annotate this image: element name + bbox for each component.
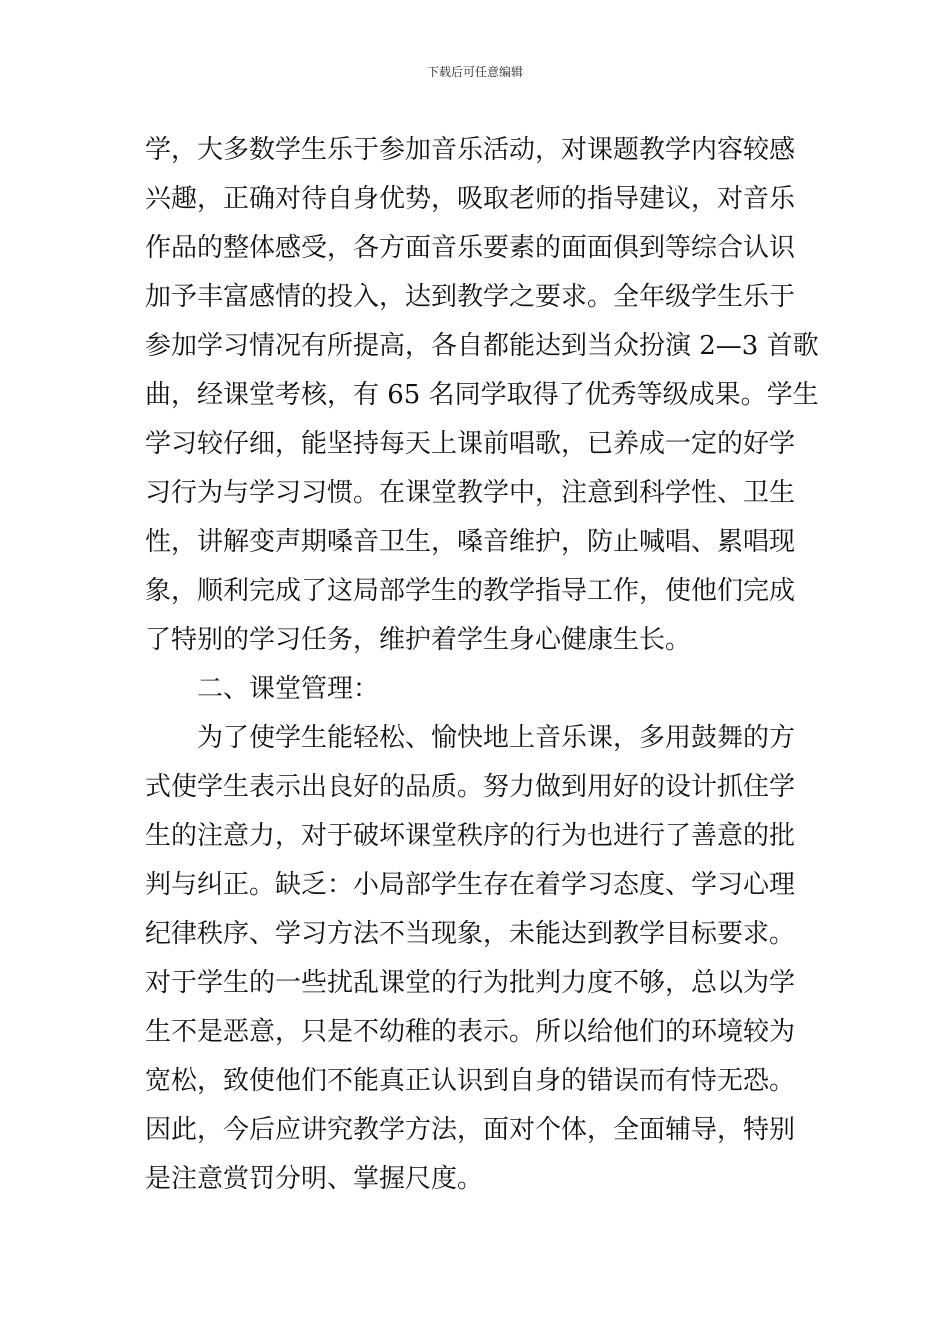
text-line: 参加学习情况有所提高，各自都能达到当众扮演 2—3 首歌: [145, 331, 819, 361]
text-line: 作品的整体感受，各方面音乐要素的面面俱到等综合认识: [145, 233, 796, 263]
section-heading: [145, 665, 807, 714]
text-line: 是注意赏罚分明、掌握尺度。: [145, 1164, 484, 1194]
text-line: 判与纠正。缺乏：小局部学生存在着学习态度、学习心理: [145, 870, 796, 900]
text-line: 加予丰富感情的投入，达到教学之要求。全年级学生乐于: [145, 282, 796, 312]
text-line: 象，顺利完成了这局部学生的教学指导工作，使他们完成: [145, 576, 796, 606]
text-line: 对于学生的一些扰乱课堂的行为批判力度不够，总以为学: [145, 968, 796, 998]
document-body: [145, 126, 819, 1204]
text-line: 习行为与学习习惯。在课堂教学中，注意到科学性、卫生: [145, 478, 796, 508]
text-line: 兴趣，正确对待自身优势，吸取老师的指导建议，对音乐: [145, 184, 796, 214]
text-line: 式使学生表示出良好的品质。努力做到用好的设计抓住学: [145, 772, 796, 802]
text-line: 宽松，致使他们不能真正认识到自身的错误而有恃无恐。: [145, 1066, 796, 1096]
paragraph-classroom-management: [145, 714, 807, 1204]
page-header: 下载后可任意编辑: [426, 65, 523, 79]
text-line: 学，大多数学生乐于参加音乐活动，对课题教学内容较感: [145, 135, 796, 165]
text-line: 生不是恶意，只是不幼稚的表示。所以给他们的环境较为: [145, 1017, 796, 1047]
paragraph-continuation: [145, 126, 819, 665]
text-line: 因此，今后应讲究教学方法，面对个体，全面辅导，特别: [145, 1115, 796, 1145]
text-line: 纪律秩序、学习方法不当现象，未能达到教学目标要求。: [145, 919, 796, 949]
text-line: 性，讲解变声期嗓音卫生，嗓音维护，防止喊唱、累唱现: [145, 527, 796, 557]
text-line: 了特别的学习任务，维护着学生身心健康生长。: [145, 625, 692, 655]
heading-line: 二、课堂管理：: [197, 674, 380, 704]
text-line: 生的注意力，对于破坏课堂秩序的行为也进行了善意的批: [145, 821, 796, 851]
text-line: 为了使学生能轻松、愉快地上音乐课，多用鼓舞的方: [197, 723, 796, 753]
text-line: 学习较仔细，能坚持每天上课前唱歌，已养成一定的好学: [145, 429, 796, 459]
text-line: 曲，经课堂考核，有 65 名同学取得了优秀等级成果。学生: [145, 380, 819, 410]
